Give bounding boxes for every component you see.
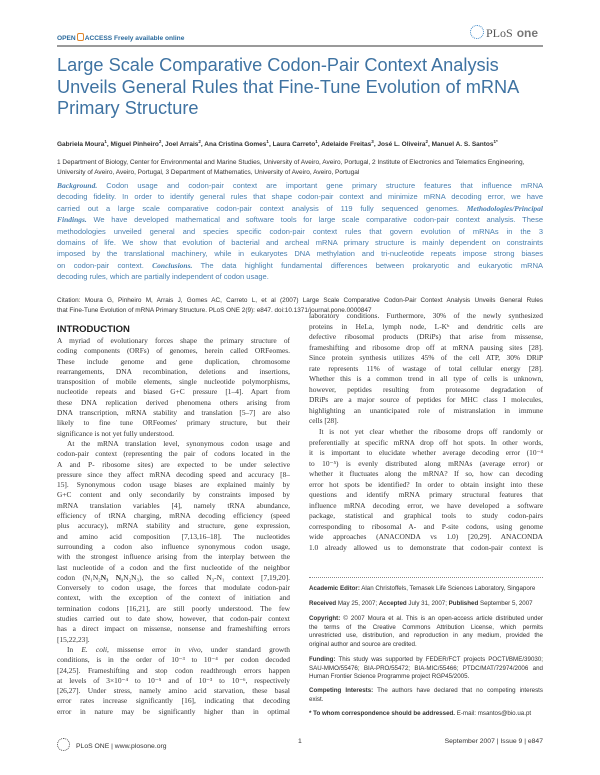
text-line [57, 460, 290, 470]
text-line [57, 357, 290, 367]
text-segment: Human Frontier Science Programme project RGP45/2005. [309, 673, 470, 681]
text-line [309, 522, 543, 533]
text-segment: Alan Christoffels, Temasek Life Sciences Laboratory, Singapore [359, 585, 536, 592]
text-line [309, 532, 543, 543]
text-segment: rate represents 11% of wastage of total cellular energy [28]. [309, 363, 543, 373]
page-number: 1 [298, 738, 302, 745]
text-line [57, 439, 290, 449]
open-access-banner [57, 33, 184, 42]
text-segment: context, with the exception of the context of initiation and [57, 593, 290, 603]
text-line [57, 676, 290, 686]
text-segment: Academic Editor: [309, 585, 360, 592]
text-segment: Background. [57, 181, 98, 190]
text-segment: [15,22,23]. [57, 634, 90, 644]
text-line [309, 624, 543, 633]
text-segment: 1.0 already allowed us to demonstrate that codon-pair context is [309, 543, 543, 553]
text-line [57, 191, 543, 202]
text-line [57, 511, 290, 521]
author-name[interactable]: Adelaide Freitas [321, 141, 372, 149]
text-segment: E. coli [81, 644, 108, 654]
text-line [57, 408, 290, 418]
text-line [309, 448, 543, 459]
text-line [57, 237, 543, 248]
text-segment: surrounding a codon also influence synonymous codon usage, [57, 541, 290, 551]
text-line [57, 707, 290, 717]
text-segment: corresponding to ribosomal A- and P-site codons, using genome [309, 521, 543, 531]
text-segment: however, peptides resulting from proteasome degradation of [309, 384, 543, 394]
text-segment: * To whom correspondence should be addressed. [309, 710, 456, 717]
text-segment: error in nature may be significantly higher than in optimal [57, 706, 290, 716]
text-segment: carried out a large scale comparative codon-pair context analysis of 119 fully sequenced genomes. [57, 203, 467, 213]
text-segment: that Fine-Tune Evolution of mRNA Primary Structure. PLoS ONE 2(9): e847. doi:10.1371/journal.pone.0000847 [57, 307, 372, 314]
text-segment: studies carried out to date show, however, that codon-pair context [57, 614, 290, 624]
text-line [309, 322, 543, 333]
text-segment: , under standard growth [200, 644, 290, 654]
text-segment: , missense error [107, 644, 175, 654]
affiliations: 1 Department of Biology, Center for Environmental and Marine Studies, University of Aveiro, Aveiro, Portugal, 2 Institute of Electronics and Telematics Engineering, University of Aveiro, Aveiro, Portugal, 3 Department of Mathematics, University of Aveiro, Aveiro, Portugal [57, 159, 525, 176]
text-line [309, 710, 543, 719]
author-name[interactable]: Laura Carreto [272, 141, 316, 149]
text-segment: Copyright: [309, 615, 341, 622]
text-line [57, 377, 290, 387]
text-segment: © 2007 Moura et al. This is an open-access article distributed under [340, 615, 543, 622]
text-line [309, 427, 543, 438]
author-affiliation-marker: 2 [198, 139, 201, 144]
freely-available-label: Freely available online [114, 35, 185, 42]
text-segment: termination codons [16,21], are still poorly understood. The few [57, 603, 290, 613]
text-line [309, 385, 543, 396]
author-affiliation-marker: 1 [315, 139, 318, 144]
text-line [309, 632, 543, 641]
text-segment: A myriad of evolutionary forces shape the primary structure of [57, 336, 290, 345]
text-segment: [24,25]. Frameshifting and stop codon readthrough errors happen [57, 665, 290, 675]
author-list: Gabriela Moura$^1$, Miguel Pinheiro$^2$, Joel Arrais$^2$, Ana Cristina Gomes$^1$, Laura Carreto$^1$, Adelaide Freitas$^3$, José L. Oliveira$^2$, Manuel A. S. Santos$^{1*}$ [57, 139, 498, 149]
text-line [57, 346, 290, 356]
text-line [57, 563, 290, 573]
competing-interests [309, 687, 543, 704]
text-segment: whether it fluctuates along the mRNA? If so, how can decoding [309, 469, 543, 479]
text-segment: in vivo [174, 644, 201, 654]
text-line [309, 353, 543, 364]
text-segment: efficiency of tRNA charging, mRNA decoding efficiency (speed [57, 511, 290, 521]
text-line [57, 260, 543, 271]
text-segment: In [67, 644, 82, 654]
text-line [57, 593, 290, 603]
text-segment: Conclusions. [152, 260, 193, 270]
text-segment: pressure since they affect mRNA decoding speed and accuracy [8– [57, 469, 290, 479]
text-segment: on codon-pair context. [57, 260, 153, 270]
abstract [57, 180, 543, 283]
text-segment: at levels of 3×10⁻⁴ to 10⁻⁵ and of 10⁻³ to 10⁻⁶, respectively [57, 675, 290, 685]
text-segment: The authors have declared that no competing interests [373, 687, 543, 694]
text-line [309, 332, 543, 343]
text-segment: highlighting an unanticipated role of mistranslation in immune [309, 405, 543, 415]
text-segment: Moura G, Pinheiro M, Arrais J, Gomes AC, Carreto L, et al (2007) Large Scale Comparative Codon-Pair Context Analysis Unveils General Rules [84, 297, 543, 304]
text-line [309, 615, 543, 624]
text-line [57, 614, 290, 624]
text-segment: The data highlight fundamental differences between prokaryotic and eukaryotic mRNA [192, 260, 543, 270]
text-segment: codon-pair context (representing the pair of codons located in the [57, 449, 290, 459]
publication-dates [309, 600, 543, 609]
text-line [57, 203, 543, 214]
text-segment: rearrangements, DNA recombination, deletions and insertions, [57, 366, 290, 376]
text-line [57, 387, 290, 397]
text-segment: Whether this is a common trend in all type of cells is unknown, [309, 374, 543, 384]
academic-editor [309, 585, 543, 594]
text-line [309, 416, 543, 427]
text-line [309, 343, 543, 354]
text-line [309, 543, 543, 554]
text-segment: error rates increase significantly [16], indicating that decoding [57, 696, 290, 706]
logo-plos-text: PLoS [486, 26, 513, 40]
right-column-body [309, 311, 543, 554]
text-segment: and amino acid composition [7,13,16–18]. The nucleotides [57, 531, 290, 541]
text-segment: Since protein synthesis utilizes 45% of the cell ATP, 30% DRiP [309, 353, 543, 363]
text-segment: DNA transcription, mRNA stability and translation [5–7] are also [57, 408, 290, 418]
text-line [57, 624, 290, 634]
text-line [57, 552, 290, 562]
text-line [57, 583, 290, 593]
text-segment: laboratory conditions. Furthermore, 30% of the newly synthesized [309, 311, 543, 320]
text-segment: 15]. Synonymous codon usage biases are explained mainly by [57, 480, 290, 490]
text-segment: package, statistical and graphical tools to study codon-pairs [309, 511, 543, 521]
text-segment: It is not yet clear whether the ribosome drops off randomly or [319, 427, 543, 437]
text-segment: G+C content and only secondarily by constraints imposed by [57, 490, 290, 500]
text-segment: This study was supported by FEDER/FCT projects POCTI/BME/39030; [335, 656, 543, 663]
text-line [309, 459, 543, 470]
text-segment: it is important to elucidate whether average decoding error (10⁻⁴ [309, 448, 543, 458]
text-line [309, 364, 543, 375]
text-segment: methodologies unveiled general and species specific codon-pair context rules that govern evolution of mRNAs in the 3 [57, 226, 543, 236]
text-line [57, 248, 543, 259]
text-segment: N₂N₃), the so called N₃-N₁ context [7,19,20]. [123, 572, 290, 582]
text-segment: the terms of the Creative Commons Attribution License, which permits [309, 623, 543, 631]
text-segment: Conversely to codon usage, the forces that modulate codon-pair [57, 583, 290, 593]
text-line [57, 573, 290, 583]
article-title: Large Scale Comparative Codon-Pair Context Analysis Unveils General Rules that Fine-Tune Evolution of mRNA Primary Structure [57, 55, 519, 118]
text-segment: imposed by the translational machinery, while in eukaryotes DNA methylation and tri-nucleotide repeats impose strong biases [57, 249, 543, 259]
text-segment: Findings. [57, 215, 87, 225]
plos-one-logo [470, 24, 538, 42]
correspondence [309, 710, 543, 719]
text-segment: codon (N₁N₂ [57, 572, 101, 582]
text-line [57, 418, 290, 428]
info-divider [309, 577, 543, 578]
text-segment: E-mail: msantos@bio.ua.pt [455, 710, 532, 717]
plos-footer-logo-icon [57, 738, 70, 751]
text-line [57, 226, 543, 237]
author-name[interactable]: Ana Cristina Gomes [204, 141, 267, 149]
text-segment: Competing Interests: [309, 687, 374, 694]
author-name[interactable]: Joel Arrais [165, 141, 199, 149]
text-segment: At the mRNA translation level, synonymous codon usage and [67, 438, 290, 448]
text-segment: DRiPs are a major source of peptides for MHC class I molecules, [309, 395, 543, 405]
text-line [309, 395, 543, 406]
text-segment: Funding: [309, 656, 336, 663]
text-segment: decoding fidelity. In order to identify general rules that shape codon-pair context and minimize mRNA decoding error, we have [57, 192, 543, 202]
text-line [57, 635, 290, 645]
header-divider [57, 45, 543, 47]
text-segment: wide approaches (ANACONDA vs 1.0) [20,29]. ANACONDA [309, 532, 543, 542]
text-segment: nucleotide repeats and biased G+C pressure [1–4]. Apart from [57, 387, 290, 397]
text-line [57, 180, 543, 191]
author-affiliation-marker: 1 [266, 139, 269, 144]
text-line [57, 398, 290, 408]
plos-logo-icon [470, 25, 484, 39]
text-segment: decoding rules, which are partially independent of codon usage. [57, 272, 269, 282]
author-name[interactable]: Miguel Pinheiro [110, 141, 159, 149]
text-line [57, 501, 290, 511]
text-segment: May 25, 2007; [336, 600, 379, 607]
text-line [309, 438, 543, 449]
text-line [57, 449, 290, 459]
text-segment: influence mRNA decoding error, we have developed a software [309, 500, 543, 510]
text-segment: exist. [309, 695, 324, 703]
open-label: OPEN [57, 35, 76, 42]
text-segment: questions and identify mRNA primary structural features that [309, 490, 543, 500]
introduction-heading: INTRODUCTION [57, 324, 130, 335]
text-line [57, 429, 290, 439]
text-segment: transposition of mobile elements, single nucleotide polymorphisms, [57, 377, 290, 387]
author-affiliation-marker: 3 [371, 139, 374, 144]
text-segment: mRNA translation variables [4], namely tRNA abundance, [57, 500, 290, 510]
funding-statement [309, 656, 543, 682]
text-segment: last nucleotide of a codon and the first nucleotide of the neighbor [57, 562, 290, 572]
text-segment: defective ribosomal products (DRiPs) that arise from missense, [309, 332, 543, 342]
text-line [57, 490, 290, 500]
text-line [309, 490, 543, 501]
text-line [57, 532, 290, 542]
text-segment: July 31, 2007; [406, 600, 449, 607]
text-segment: Codon usage and codon-pair context are important gene primary structure features that influence mRNA [97, 181, 543, 190]
text-segment: conditions, is in the order of 10⁻³ to 10⁻⁴ per codon decoded [57, 655, 290, 665]
open-lock-icon [77, 33, 84, 41]
access-label: ACCESS [84, 35, 113, 42]
text-segment: likely to fine tune ORFeomes' primary structure, but their [57, 418, 290, 428]
text-line [57, 696, 290, 706]
text-segment: September 5, 2007 [478, 600, 533, 607]
author-name[interactable]: Manuel A. S. Santos [431, 141, 494, 149]
logo-one-text: one [516, 26, 539, 40]
text-line [309, 585, 543, 594]
text-segment: frameshifting and ribosome drop off at mRNA pausing sites [28]. [309, 342, 543, 352]
text-line [57, 470, 290, 480]
text-line [57, 214, 543, 225]
text-segment: coding components (ORFs) of genomes, herein called ORFeomes. [57, 346, 290, 356]
author-name[interactable]: Gabriela Moura [57, 141, 105, 149]
text-segment: proteins in HeLa, lymph node, L-Kᵇ and dendritic cells are [309, 321, 543, 331]
left-column-body [57, 336, 290, 717]
text-line [309, 600, 543, 609]
text-segment: Published [448, 600, 479, 607]
text-line [57, 655, 290, 665]
text-segment: [26,27]. Under stress, namely amino acid starvation, these basal [57, 686, 290, 696]
text-line [57, 542, 290, 552]
text-segment: Citation: [57, 297, 85, 304]
text-line [309, 406, 543, 417]
text-line [57, 521, 290, 531]
text-segment: error hot spots be identified? In order to obtain insight into these [309, 479, 543, 489]
footer-journal [57, 738, 167, 751]
text-segment: Received [309, 600, 337, 607]
text-line [57, 666, 290, 676]
author-affiliation-marker: 1* [493, 139, 498, 144]
text-segment: A and P- ribosome sites) are expected to be under selective [57, 459, 290, 469]
text-segment: These include genome and gene duplication, chromosome [57, 356, 290, 366]
text-segment: plus accuracy), mRNA stability and structure, gene expression, [57, 521, 290, 531]
text-segment: has a direct impact on missense, nonsense and frameshifting errors [57, 624, 290, 634]
text-segment: Accepted [378, 600, 407, 607]
text-line [57, 367, 290, 377]
text-segment: Methodologies/Principal [466, 203, 543, 213]
text-line [309, 480, 543, 491]
text-segment: to 10⁻⁵) is evenly distributed along mRNAs (average error) or [309, 458, 543, 468]
footer-issue: September 2007 | Issue 9 | e847 [444, 738, 543, 745]
text-segment: these DNA replication derived phenomena others arising from [57, 397, 290, 407]
author-affiliation-marker: 2 [425, 139, 429, 144]
text-line [309, 311, 543, 322]
author-name[interactable]: José L. Oliveira [377, 141, 426, 149]
text-line [57, 604, 290, 614]
text-line [309, 374, 543, 385]
text-line [57, 336, 290, 346]
text-segment: domains of life. We show that evolution of bacterial and archeal mRNA primary structure is mainly dependent on constraints [57, 238, 543, 248]
author-affiliation-marker: 2 [158, 139, 162, 144]
text-segment: N₃ N₁ [100, 572, 124, 582]
text-line [309, 656, 543, 665]
author-affiliation-marker: 1 [104, 139, 107, 144]
text-segment: unrestricted use, distribution, and reproduction in any medium, provided the [309, 632, 543, 640]
text-line [57, 645, 290, 655]
text-segment: preferentially at specific mRNA drop off hot spots. In other words, [309, 437, 543, 447]
text-line [57, 296, 543, 306]
text-line [309, 673, 543, 682]
text-line [309, 665, 543, 674]
text-line [309, 696, 543, 705]
text-line [57, 480, 290, 490]
text-line [309, 641, 543, 650]
text-segment: cells [28]. [309, 416, 339, 426]
text-line [57, 686, 290, 696]
text-segment: original author and source are credited. [309, 640, 417, 648]
text-line [309, 687, 543, 696]
footer-journal-text[interactable]: PLoS ONE | www.plosone.org [76, 743, 167, 750]
text-line [309, 511, 543, 522]
text-segment: with the strongest influence arising from the interplay between the [57, 552, 290, 562]
text-segment: SAU-MMO/55476; BIA-PRO/55472; BIA-MIC/55466; PTDC/MAT/72974/2006 and [309, 664, 543, 672]
text-segment: significance is not yet fully understood. [57, 428, 174, 438]
text-line [309, 469, 543, 480]
text-line [309, 501, 543, 512]
copyright-notice [309, 615, 543, 649]
text-line [57, 271, 543, 282]
text-segment: We have developed mathematical and software tools for large scale comparative codon-pair context analysis. These [86, 215, 543, 225]
